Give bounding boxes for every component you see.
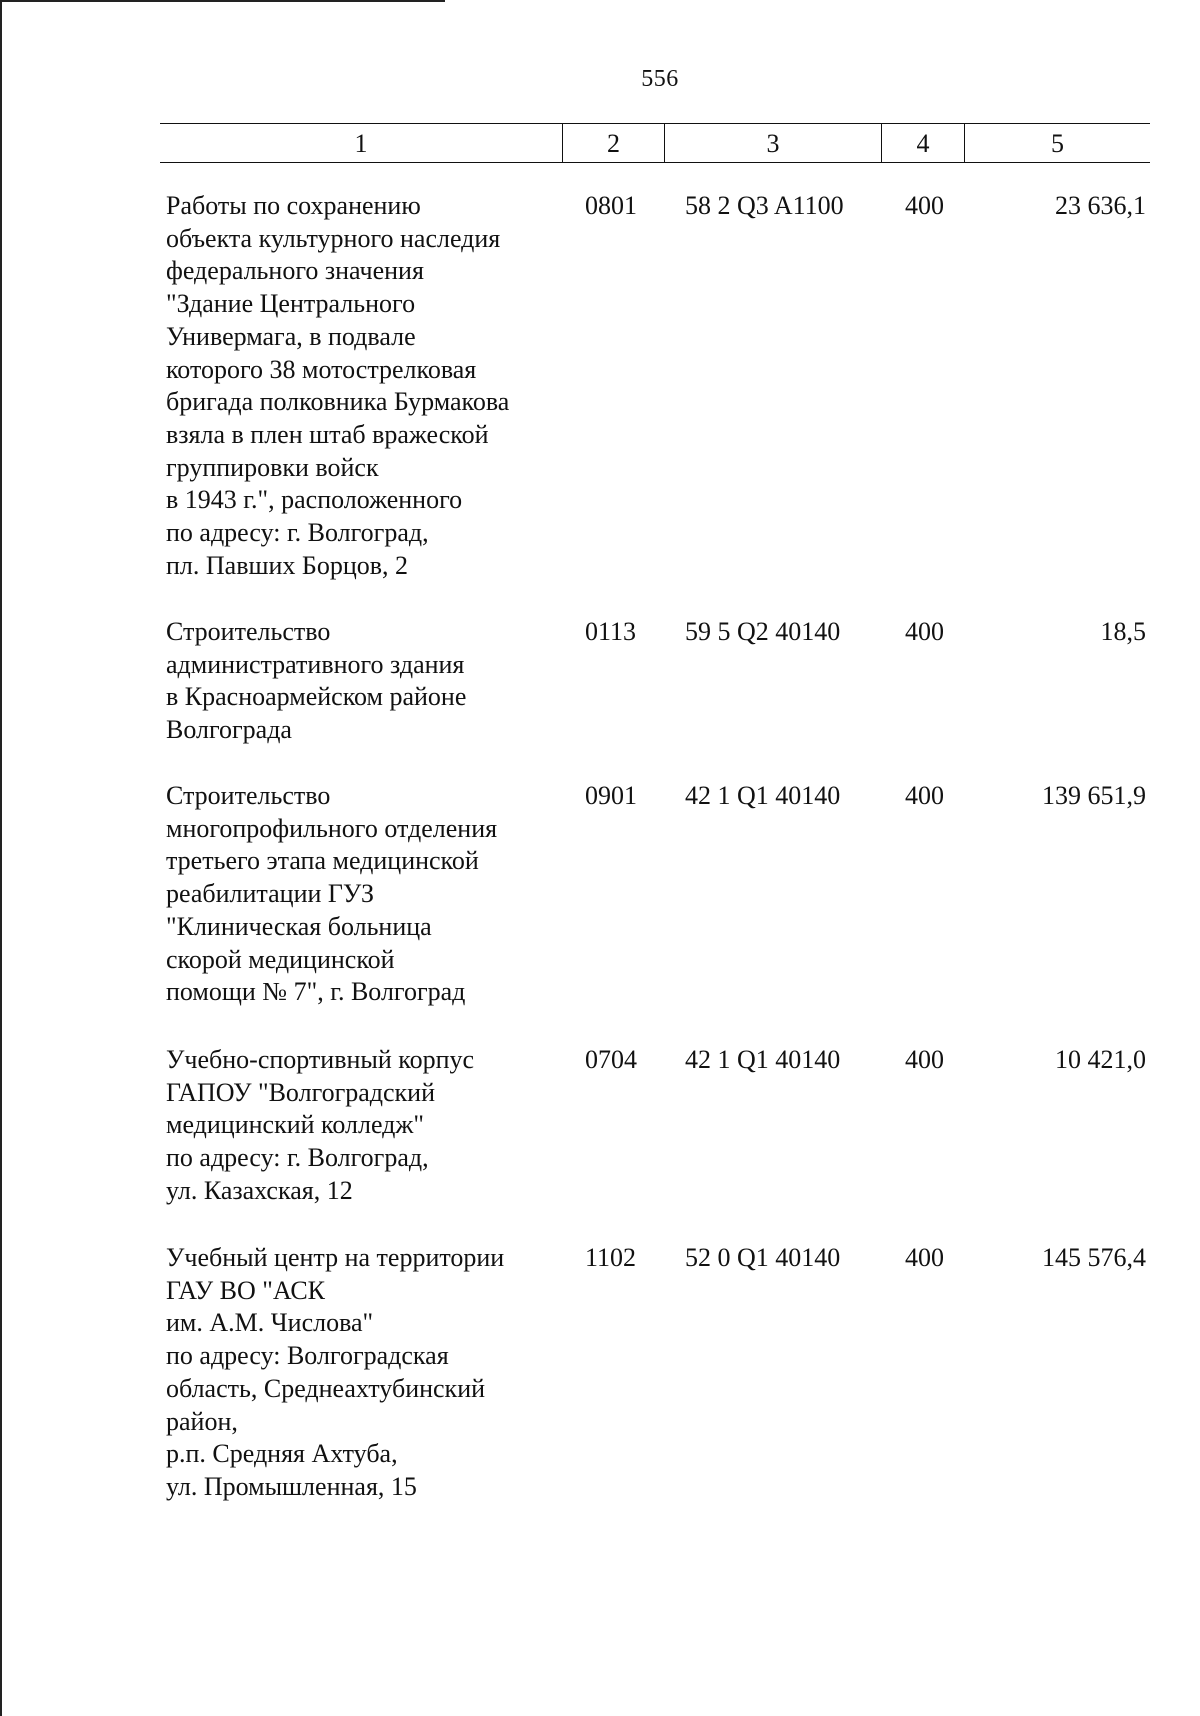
row-expense-type: 400: [905, 617, 944, 646]
row-expense-type: 400: [905, 1045, 944, 1074]
scan-edge-left: [0, 0, 2, 1716]
column-header-2: 2: [563, 124, 665, 162]
row-amount: 10 421,0: [1055, 1045, 1146, 1074]
column-header-1: 1: [160, 124, 563, 162]
row-object-name: Учебный центр на территории ГАУ ВО "АСК им. А.М. Числова" по адресу: Волгоградская область, Среднеахтубинский район, р.п. Средняя Ахтуба, ул. Промышленная, 15: [166, 1243, 505, 1501]
scan-edge-top: [0, 0, 445, 2]
row-section-code: 0704: [585, 1045, 637, 1074]
row-amount: 139 651,9: [1042, 781, 1146, 810]
row-object-name: Работы по сохранению объекта культурного наследия федерального значения "Здание Центрального Универмага, в подвале которого 38 мотострелковая бригада полковника Бурмакова взяла в плен штаб вражеской группировки войск в 1943 г.", расположенного по адресу: г. Волгоград, пл. Павших Борцов, 2: [166, 191, 510, 580]
column-header-row: [160, 123, 1150, 163]
row-expense-type: 400: [905, 191, 944, 220]
row-section-code: 0901: [585, 781, 637, 810]
row-amount: 23 636,1: [1055, 191, 1146, 220]
row-section-code: 0801: [585, 191, 637, 220]
page-number: 556: [641, 66, 679, 92]
row-target-article: 58 2 Q3 A1100: [685, 191, 844, 220]
row-object-name: Учебно-спортивный корпус ГАПОУ "Волгоградский медицинский колледж" по адресу: г. Волгоград, ул. Казахская, 12: [166, 1045, 475, 1205]
row-target-article: 42 1 Q1 40140: [685, 1045, 841, 1074]
column-header-3: 3: [665, 124, 882, 162]
row-section-code: 0113: [585, 617, 637, 646]
column-header-4: 4: [882, 124, 965, 162]
row-amount: 18,5: [1100, 617, 1146, 646]
row-amount: 145 576,4: [1042, 1243, 1146, 1272]
row-target-article: 42 1 Q1 40140: [685, 781, 841, 810]
row-expense-type: 400: [905, 781, 944, 810]
row-section-code: 1102: [585, 1243, 637, 1272]
row-object-name: Строительство многопрофильного отделения третьего этапа медицинской реабилитации ГУЗ "Клиническая больница скорой медицинской помощи № 7", г. Волгоград: [166, 781, 498, 1007]
row-target-article: 59 5 Q2 40140: [685, 617, 841, 646]
row-expense-type: 400: [905, 1243, 944, 1272]
row-object-name: Строительство административного здания в Красноармейском районе Волгограда: [166, 617, 467, 745]
row-target-article: 52 0 Q1 40140: [685, 1243, 841, 1272]
column-header-5: 5: [1051, 129, 1064, 158]
